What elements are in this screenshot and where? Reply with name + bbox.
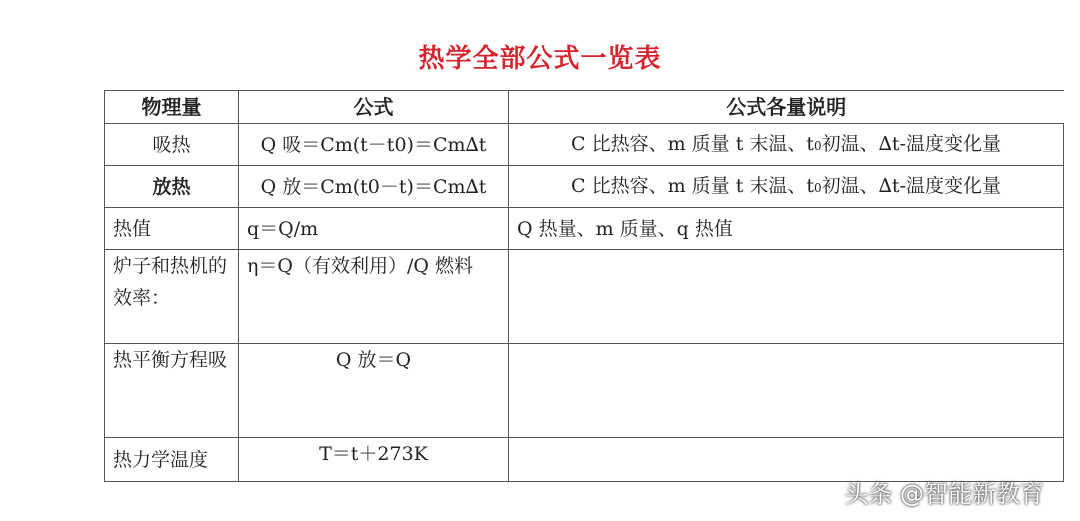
subscript-zero: 0 xyxy=(814,138,822,153)
row-description xyxy=(509,250,1064,344)
row-quantity: 炉子和热机的效率： xyxy=(105,250,239,344)
row-quantity: 热平衡方程吸 xyxy=(105,344,239,438)
row-quantity: 放热 xyxy=(105,166,239,208)
watermark: 头条 @智能新教育 xyxy=(844,480,1044,508)
description-text: C 比热容、m 质量 t 末温、t xyxy=(571,132,814,155)
description-text-cont: 初温、∆t-温度变化量 xyxy=(821,132,1001,155)
table-header-row xyxy=(105,91,1064,124)
header-quantity: 物理量 xyxy=(105,91,239,124)
page-title: 热学全部公式一览表 xyxy=(418,44,662,74)
table-row xyxy=(105,344,1064,438)
description-text: C 比热容、m 质量 t 末温、t xyxy=(571,174,814,197)
row-description xyxy=(509,344,1064,438)
table-row xyxy=(105,250,1064,344)
table-row xyxy=(105,208,1064,250)
row-description xyxy=(509,124,1064,166)
row-formula: T＝t＋273K xyxy=(239,438,509,482)
row-description: Q 热量、m 质量、q 热值 xyxy=(509,208,1064,250)
row-description xyxy=(509,166,1064,208)
formula-table xyxy=(104,90,1064,482)
row-formula: Q 放＝Cm(t0－t)＝Cm∆t xyxy=(239,166,509,208)
table-row xyxy=(105,124,1064,166)
header-description: 公式各量说明 xyxy=(509,91,1064,124)
row-formula: Q 放＝Q xyxy=(239,344,509,438)
subscript-zero: 0 xyxy=(814,180,822,195)
row-quantity: 热值 xyxy=(105,208,239,250)
description-text-cont: 初温、∆t-温度变化量 xyxy=(821,174,1001,197)
row-quantity: 热力学温度 xyxy=(105,438,239,482)
header-formula: 公式 xyxy=(239,91,509,124)
row-formula: q＝Q/m xyxy=(239,208,509,250)
table-row xyxy=(105,166,1064,208)
row-formula: η＝Q（有效利用）/Q 燃料 xyxy=(239,250,509,344)
row-quantity: 吸热 xyxy=(105,124,239,166)
row-formula: Q 吸＝Cm(t－t0)＝Cm∆t xyxy=(239,124,509,166)
